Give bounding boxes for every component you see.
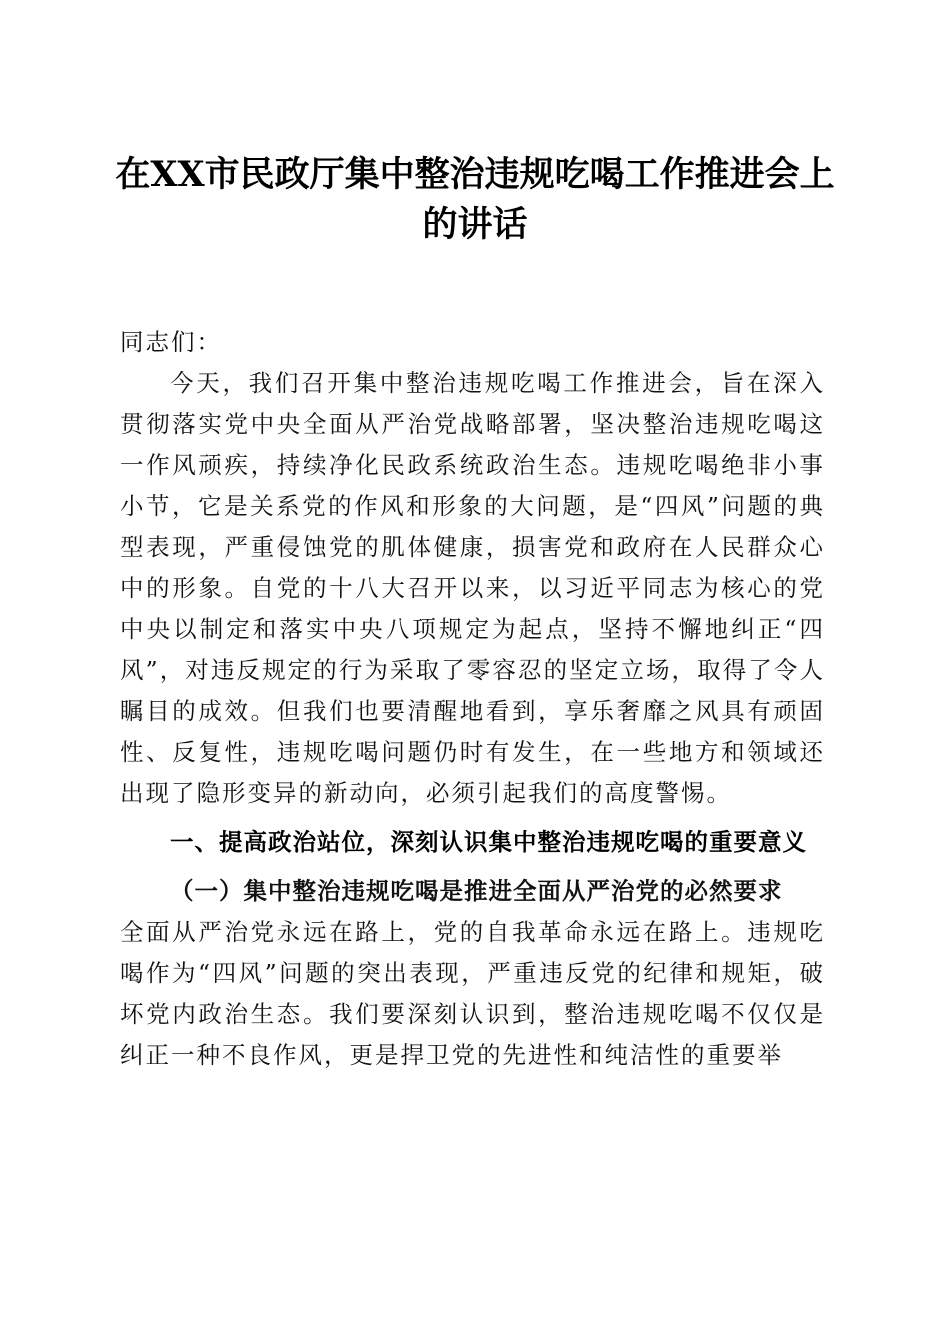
section-heading-1: 一、提高政治站位，深刻认识集中整治违规吃喝的重要意义	[170, 828, 807, 856]
document-title: 在XX市民政厅集中整治违规吃喝工作推进会上的讲话	[115, 154, 835, 245]
document-body	[120, 322, 825, 1076]
subsection-paragraph-1: 全面从严治党永远在路上，党的自我革命永远在路上。违规吃喝作为“四风”问题的突出表现，严重违反党的纪律和规矩，破坏党内政治生态。我们要深刻认识到，整治违规吃喝不仅仅是纠正一种不良作风，更是捍卫党的先进性和纯洁性的重要举	[120, 918, 825, 1069]
intro-paragraph: 今天，我们召开集中整治违规吃喝工作推进会，旨在深入贯彻落实党中央全面从严治党战略部署，坚决整治违规吃喝这一作风顽疾，持续净化民政系统政治生态。违规吃喝绝非小事小节，它是关系党的作风和形象的大问题，是“四风”问题的典型表现，严重侵蚀党的肌体健康，损害党和政府在人民群众心中的形象。自党的十八大召开以来，以习近平同志为核心的党中央以制定和落实中央八项规定为起点，坚持不懈地纠正“四风”，对违反规定的行为采取了零容忍的坚定立场，取得了令人瞩目的成效。但我们也要清醒地看到，享乐奢靡之风具有顽固性、反复性，违规吃喝问题仍时有发生，在一些地方和领域还出现了隐形变异的新动向，必须引起我们的高度警惕。	[120, 369, 825, 807]
salutation: 同志们：	[120, 328, 222, 356]
subsection-heading-1: （一）集中整治违规吃喝是推进全面从严治党的必然要求	[170, 877, 783, 905]
